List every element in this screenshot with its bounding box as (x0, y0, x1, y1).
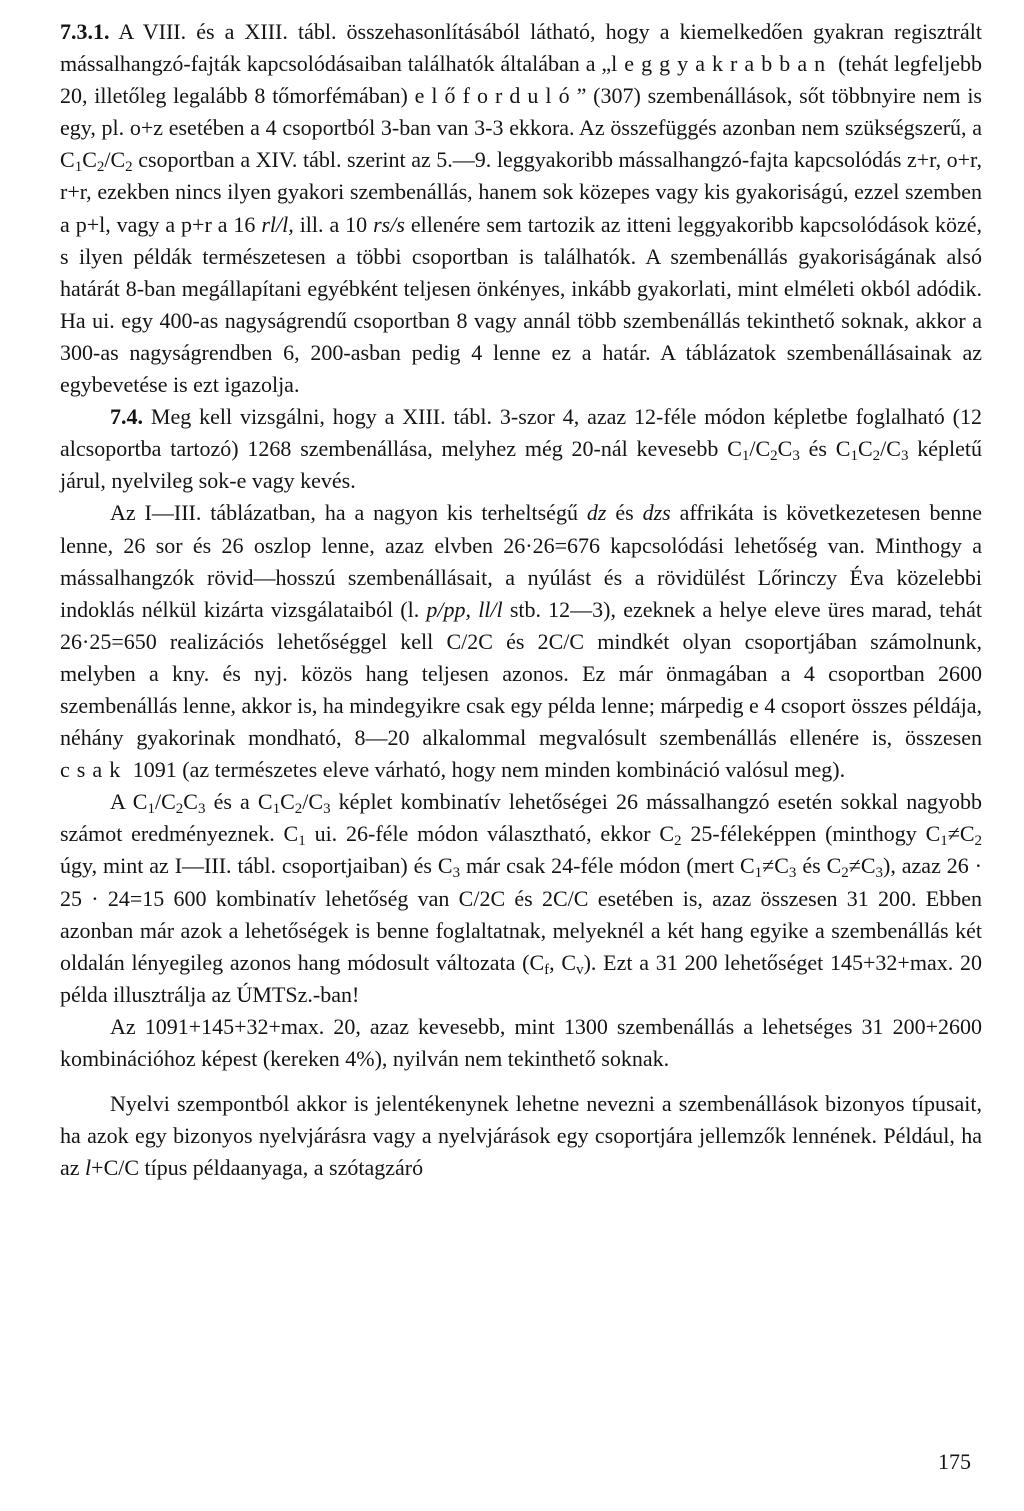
text-run: Meg kell vizsgálni, hogy a XIII. tábl. 3-szor 4, azaz 12-féle módon képletbe foglalható (12 alcsoportba tartozó) 1268 szembenállása, melyhez még 20-nál kevesebb C (60, 404, 982, 462)
text-run: +C/C típus példaanyaga, a szótagzáró (91, 1155, 424, 1181)
subscript: 2 (175, 801, 184, 818)
italic-term: l (85, 1155, 92, 1181)
page-number: 175 (938, 1449, 971, 1474)
text-run: affrikáta is következetesen benne lenne, 26 sor és 26 oszlop lenne, azaz elvben 26·26=676 kapcsolódási lehetőség van. Minthogy a mássalhangzók rövid—hosszú szembenállásait, a nyúlást és a rövidülést Lőrinczy Éva közelebbi indoklás nélkül kizárta vizsgálataiból (l. (60, 500, 982, 622)
subscript: 1 (850, 448, 858, 465)
subscript: 2 (872, 448, 881, 465)
text-run: , C (549, 949, 577, 975)
subscript: 1 (741, 448, 750, 465)
subscript: 2 (96, 159, 105, 176)
italic-term: dz (586, 500, 607, 526)
italic-term: rl/l, (261, 211, 294, 237)
spaced-emphasis: előforduló (414, 83, 577, 109)
subscript: f (544, 961, 550, 978)
text-run: ill. a 10 (293, 211, 374, 237)
italic-term: dzs (642, 500, 671, 526)
subscript: 2 (125, 159, 133, 176)
subscript: 2 (674, 833, 682, 850)
text-run: és C (799, 436, 851, 462)
body-text (60, 16, 982, 1184)
text-run: ), azaz 26 · 25 · 24=15 600 kombinatív lehetőség van C/2C és 2C/C esetében is, azaz összesen 31 200. Ebben azonban már azok a lehetőségek is benne foglaltatnak, melyeknél a két hang egyike a szembenállás két oldalán lényegileg azonos hang módosult változata (C (60, 853, 983, 975)
subscript: 1 (754, 865, 763, 882)
subscript: 2 (974, 833, 982, 850)
spaced-emphasis: leggyakrabban (611, 51, 833, 77)
text-run: úgy, mint az I—III. tábl. csoportjaiban) és C (60, 853, 453, 879)
text-run: és C (796, 853, 842, 879)
subscript: 3 (323, 801, 331, 818)
text-run: A VIII. és a XIII. tábl. összehasonlításából látható, hogy a kiemelkedően gyakran regisztrált mássalhangzó-fajták kapcsolódásaiban találhatók általában a „ (60, 19, 982, 77)
text-run: ). Ezt a 31 200 lehetőséget 145+32+max. 20 példa illusztrálja az ÚMTSz.-ban! (60, 949, 982, 1007)
subscript: 1 (272, 801, 281, 818)
subscript: 1 (74, 159, 83, 176)
text-run: C (857, 436, 873, 462)
spaced-emphasis: csak (60, 757, 128, 783)
text-run: /C (104, 147, 126, 173)
text-run: ≠C (947, 821, 975, 847)
text-run: ellenére sem tartozik az itteni leggyakoribb kapcsolódások közé, s ilyen példák természetesen a többi csoportban is találhatók. A szembenállás gyakoriságának alsó határát 8-ban megállapítani egyébként teljesen önkényes, inkább gyakorlati, mint elméleti okból adódik. Ha ui. egy 400-as nagyságrendű csoportban 8 vagy annál több szembenállás tekinthető soknak, akkor a 300-as nagyságrendben 6, 200-asban pedig 4 lenne ez a határ. A táblázatok szembenállásainak az egybevetése is ezt igazolja. (60, 211, 983, 398)
text-run: Az I—III. táblázatban, ha a nagyon kis terheltségű (110, 500, 587, 526)
subscript: 3 (900, 448, 909, 465)
text-run: /C (154, 789, 176, 815)
subscript: 1 (147, 801, 155, 818)
text-run: stb. 12—3), ezeknek a helye eleve üres marad, tehát 26·25=650 realizációs lehetőséggel kell C/2C és 2C/C mindkét olyan csoportjában számolnunk, melyben a kny. és nyj. közös hang teljesen azonos. Ez már önmagában a 4 csoportban 2600 szembenállás lenne, akkor is, ha mindegyikre csak egy példa lenne; márpedig e 4 csoport összes példája, néhány gyakorinak mondható, 8—20 alkalommal megvalósult szembenállás ellenére is, összesen (60, 596, 983, 751)
text-run: /C (880, 436, 901, 462)
text-run: (tehát legfeljebb 20, illetőleg legalább 8 tőmorfémában) (60, 51, 982, 109)
subscript: 3 (788, 865, 797, 882)
text-run: és a C (205, 789, 273, 815)
paragraph-p-nyelvi (60, 1088, 982, 1184)
subscript: 3 (452, 865, 461, 882)
subscript: 3 (792, 448, 800, 465)
text-run: képletű járul, nyelvileg sok-e vagy kevés. (60, 436, 982, 494)
text-run: C (777, 436, 793, 462)
subscript: 2 (841, 865, 849, 882)
italic-term: rs/s (373, 211, 405, 237)
subscript: 3 (875, 865, 884, 882)
text-run: képlet kombinatív lehetőségei 26 mássalhangzó esetén sokkal nagyobb számot eredményeznek. C (60, 789, 982, 847)
text-run: C (280, 789, 295, 815)
subscript: 2 (294, 801, 303, 818)
subscript: 3 (197, 801, 206, 818)
text-run: és (606, 500, 643, 526)
text-run: 25-féleképpen (minthogy C (681, 821, 941, 847)
text-run: C (82, 147, 97, 173)
text-run: A C (110, 789, 148, 815)
section-number: 7.4. (110, 404, 143, 430)
subscript: 1 (940, 833, 948, 850)
text-run: Az 1091+145+32+max. 20, azaz kevesebb, mint 1300 szembenállás a lehetséges 31 200+2600 kombinációhoz képest (kereken 4%), nyilván nem tekinthető soknak. (60, 1013, 982, 1071)
text-run: ≠C (762, 853, 789, 879)
section-number: 7.3.1. (60, 19, 110, 44)
text-run: C (183, 789, 198, 815)
text-run: csoportban a XIV. tábl. szerint az 5.—9. leggyakoribb mássalhangzó-fajta kapcsolódás z+r, o+r, r+r, ezekben nincs ilyen gyakori szembenállás, hanem sok közepes vagy kis gyakoriságú, ezzel szemben a p+l, vagy a p+r a 16 (60, 147, 982, 237)
subscript: 2 (770, 448, 778, 465)
paragraph-p-i-iii (60, 497, 982, 786)
paragraph-p-7-3-1 (60, 16, 982, 401)
italic-term: p/pp, ll/l (426, 596, 503, 622)
paragraph-p-7-4 (60, 401, 982, 497)
text-run: Nyelvi szempontból akkor is jelentékenynek lehetne nevezni a szembenállások bizonyos típusait, ha azok egy bizonyos nyelvjárásra vagy a nyelvjárások egy csoportjára jellemzők lennének. Például, ha az (60, 1091, 982, 1181)
subscript: v (576, 961, 584, 978)
paragraph-p-kombinativ (60, 786, 982, 1011)
text-run: /C (749, 436, 771, 462)
text-run: /C (302, 789, 324, 815)
text-run: már csak 24-féle módon (mert C (460, 853, 755, 879)
paragraph-p-1091 (60, 1011, 982, 1075)
subscript: 1 (298, 833, 306, 850)
text-run: 1091 (az természetes eleve várható, hogy nem minden kombináció valósul meg). (127, 757, 846, 783)
text-run: ” (307) szembenállások, sőt többnyire nem is egy, pl. o+z esetében a 4 csoportból 3-ban van 3-3 ekkora. Az összefüggés azonban nem szükségszerű, a C (60, 83, 982, 173)
text-run: ui. 26-féle módon választható, ekkor C (305, 821, 675, 847)
text-run: ≠C (848, 853, 876, 879)
